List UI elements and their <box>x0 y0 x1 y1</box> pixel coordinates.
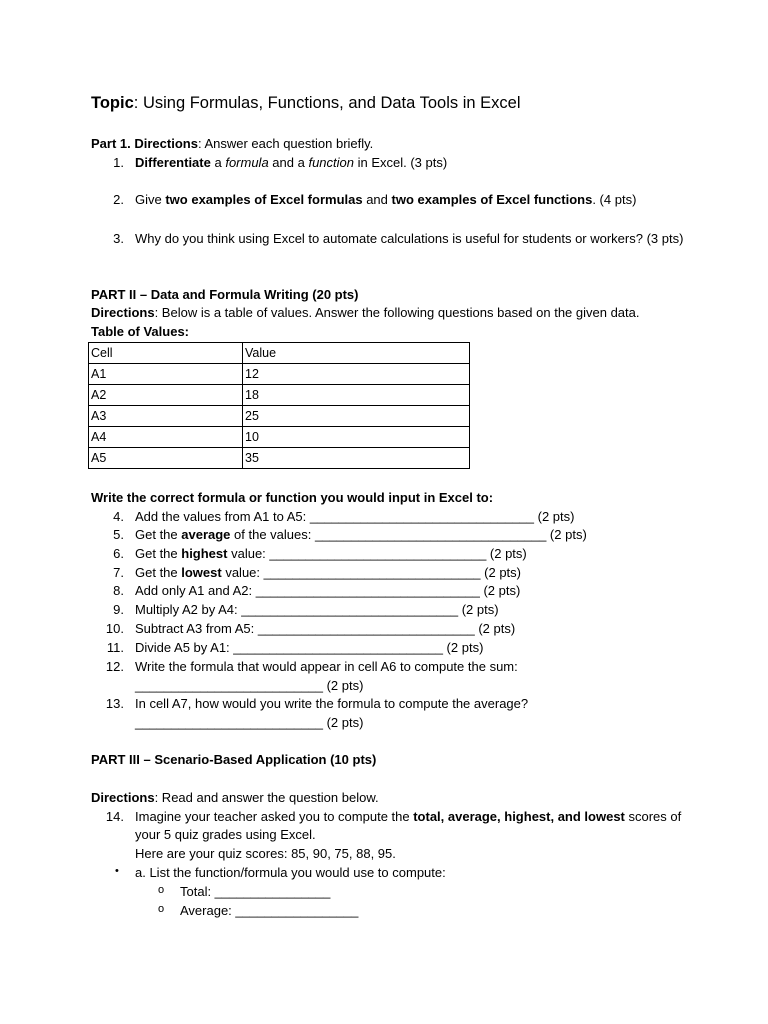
table-cell: A4 <box>89 427 243 448</box>
circle-bullet-icon: o <box>158 884 165 896</box>
question-number: 1. <box>113 155 124 170</box>
question-10: Subtract A3 from A5: ______________________________ (2 pts) <box>135 621 516 636</box>
part3-heading: PART III – Scenario-Based Application (10 pts) <box>91 752 377 767</box>
sub-item-average: Average: _________________ <box>180 903 359 918</box>
question-number: 4. <box>113 509 124 524</box>
question-3: Why do you think using Excel to automate calculations is useful for students or workers? (3 pts) <box>135 231 684 246</box>
question-number: 7. <box>113 565 124 580</box>
table-cell: 18 <box>243 385 470 406</box>
question-4: Add the values from A1 to A5: _______________________________ (2 pts) <box>135 509 575 524</box>
question-13-line1: In cell A7, how would you write the formula to compute the average? <box>135 696 529 711</box>
question-number: 3. <box>113 231 124 246</box>
question-1: Differentiate a formula and a function in Excel. (3 pts) <box>135 155 448 170</box>
topic-label: Topic <box>91 94 134 112</box>
bullet-icon: • <box>115 865 119 877</box>
part1-directions: Part 1. Directions: Answer each question briefly. <box>91 136 374 151</box>
table-header-row <box>89 343 470 364</box>
question-number: 10. <box>105 621 124 636</box>
table-cell: 10 <box>243 427 470 448</box>
question-number: 12. <box>105 659 124 674</box>
part2-directions: Directions: Below is a table of values. Answer the following questions based on the given data. <box>91 305 640 320</box>
part2-heading: PART II – Data and Formula Writing (20 pts) <box>91 287 359 302</box>
table-row <box>89 406 470 427</box>
question-14-line2: your 5 quiz grades using Excel. <box>135 827 316 842</box>
question-number: 13. <box>105 696 124 711</box>
table-cell: 12 <box>243 364 470 385</box>
question-7: Get the lowest value: ______________________________ (2 pts) <box>135 565 521 580</box>
question-12-line2: __________________________ (2 pts) <box>135 678 364 693</box>
question-number: 11. <box>106 640 124 655</box>
sub-item-total: Total: ________________ <box>180 884 331 899</box>
bullet-item: a. List the function/formula you would use to compute: <box>135 865 446 880</box>
question-11: Divide A5 by A1: _____________________________ (2 pts) <box>135 640 484 655</box>
table-header-cell: Cell <box>89 343 243 364</box>
write-heading: Write the correct formula or function you would input in Excel to: <box>91 490 494 505</box>
question-12-line1: Write the formula that would appear in cell A6 to compute the sum: <box>135 659 518 674</box>
table-cell: A2 <box>89 385 243 406</box>
table-row <box>89 385 470 406</box>
question-14-line3: Here are your quiz scores: 85, 90, 75, 88, 95. <box>135 846 396 861</box>
question-number: 9. <box>113 602 124 617</box>
part3-directions: Directions: Read and answer the question below. <box>91 790 379 805</box>
table-header-value: Value <box>243 343 470 364</box>
table-cell: A5 <box>89 448 243 469</box>
question-14-line1: Imagine your teacher asked you to compute the total, average, highest, and lowest scores of <box>135 809 682 824</box>
circle-bullet-icon: o <box>158 903 165 915</box>
table-row <box>89 448 470 469</box>
question-number: 14. <box>105 809 124 824</box>
question-number: 5. <box>113 527 124 542</box>
question-5: Get the average of the values: ________________________________ (2 pts) <box>135 527 587 542</box>
table-cell: A1 <box>89 364 243 385</box>
values-table <box>88 342 470 469</box>
question-6: Get the highest value: ______________________________ (2 pts) <box>135 546 527 561</box>
question-number: 8. <box>113 583 124 598</box>
question-8: Add only A1 and A2: _______________________________ (2 pts) <box>135 583 521 598</box>
question-number: 6. <box>113 546 124 561</box>
table-cell: 25 <box>243 406 470 427</box>
table-title: Table of Values: <box>91 324 190 339</box>
question-number: 2. <box>113 192 124 207</box>
table-row <box>89 427 470 448</box>
table-cell: A3 <box>89 406 243 427</box>
question-2: Give two examples of Excel formulas and two examples of Excel functions. (4 pts) <box>135 192 637 207</box>
page-title <box>91 94 520 113</box>
topic-text: : Using Formulas, Functions, and Data Tools in Excel <box>133 94 521 112</box>
question-13-line2: __________________________ (2 pts) <box>135 715 364 730</box>
table-row <box>89 364 470 385</box>
table-cell: 35 <box>243 448 470 469</box>
question-9: Multiply A2 by A4: ______________________________ (2 pts) <box>135 602 499 617</box>
